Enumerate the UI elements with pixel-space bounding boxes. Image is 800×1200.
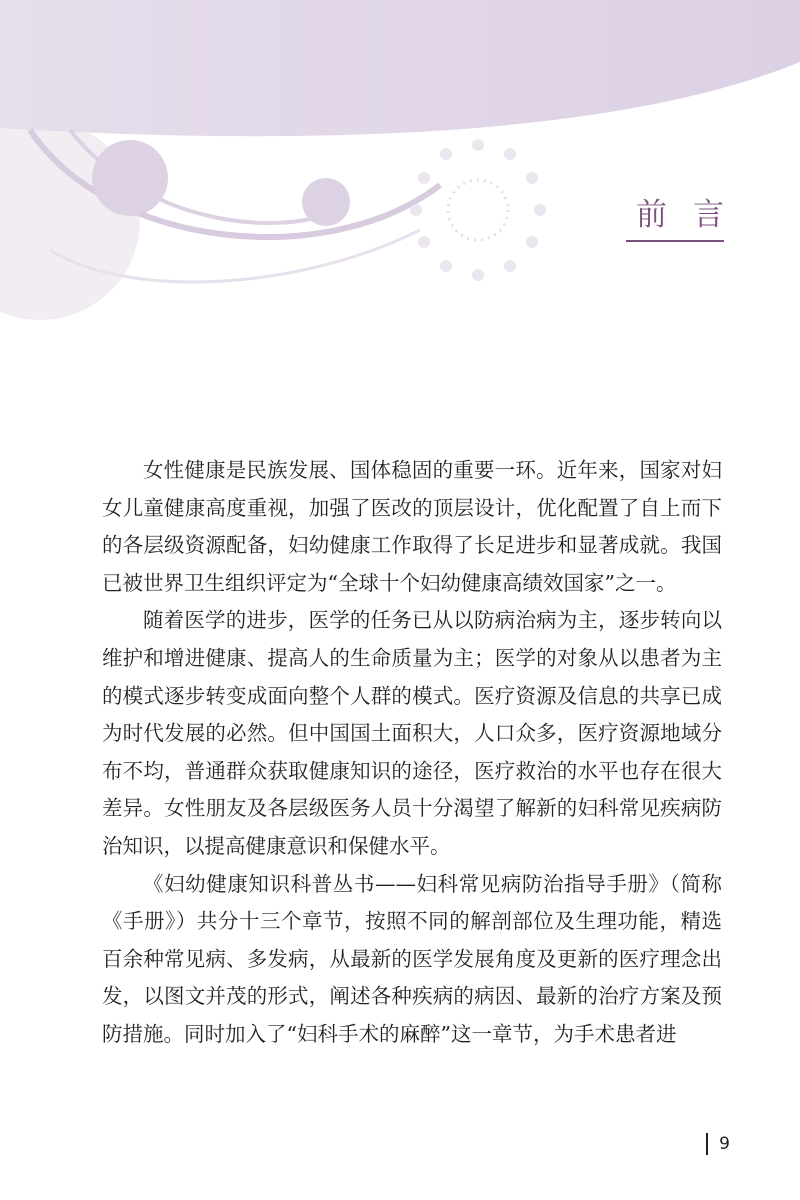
- decor-circle-1: [92, 140, 168, 216]
- paragraph-2: 随着医学的进步，医学的任务已从以防病治病为主，逐步转向以维护和增进健康、提高人的生命质量为主；医学的对象从以患者为主的模式逐步转变成面向整个人群的模式。医疗资源及信息的共享已成为时代发展的必然。但中国国土面积大，人口众多，医疗资源地域分布不均，普通群众获取健康知识的途径，医疗救治的水平也存在很大差异。女性朋友及各层级医务人员十分渴望了解新的妇科常见疾病防治知识，以提高健康意识和保健水平。: [102, 608, 722, 858]
- decor-circle-2: [302, 178, 350, 226]
- page-title-block: [620, 196, 750, 235]
- paragraph-1: 女性健康是民族发展、国体稳固的重要一环。近年来，国家对妇女儿童健康高度重视，加强了医改的顶层设计，优化配置了自上而下的各层级资源配备，妇幼健康工作取得了长足进步和显著成就。我国已被世界卫生组织评定为“全球十个妇幼健康高绩效国家”之一。: [102, 458, 722, 595]
- decor-dotted-ring: [448, 180, 508, 240]
- body-text: [102, 452, 722, 1054]
- page-number-divider: [706, 1133, 708, 1155]
- page-title: 前言: [636, 197, 750, 233]
- paragraph-3: 《妇幼健康知识科普丛书——妇科常见病防治指导手册》（简称《手册》）共分十三个章节，按照不同的解剖部位及生理功能，精选百余种常见病、多发病，从最新的医学发展角度及更新的医疗理念出发，以图文并茂的形式，阐述各种疾病的病因、最新的治疗方案及预防措施。同时加入了“妇科手术的麻醉”这一章节，为手术患者进: [102, 871, 722, 1046]
- header-decoration: [0, 0, 800, 330]
- title-underline: [626, 240, 724, 242]
- decor-dot-ring: [410, 139, 546, 281]
- page-number: 9: [719, 1134, 730, 1154]
- decor-top-band: [0, 0, 800, 136]
